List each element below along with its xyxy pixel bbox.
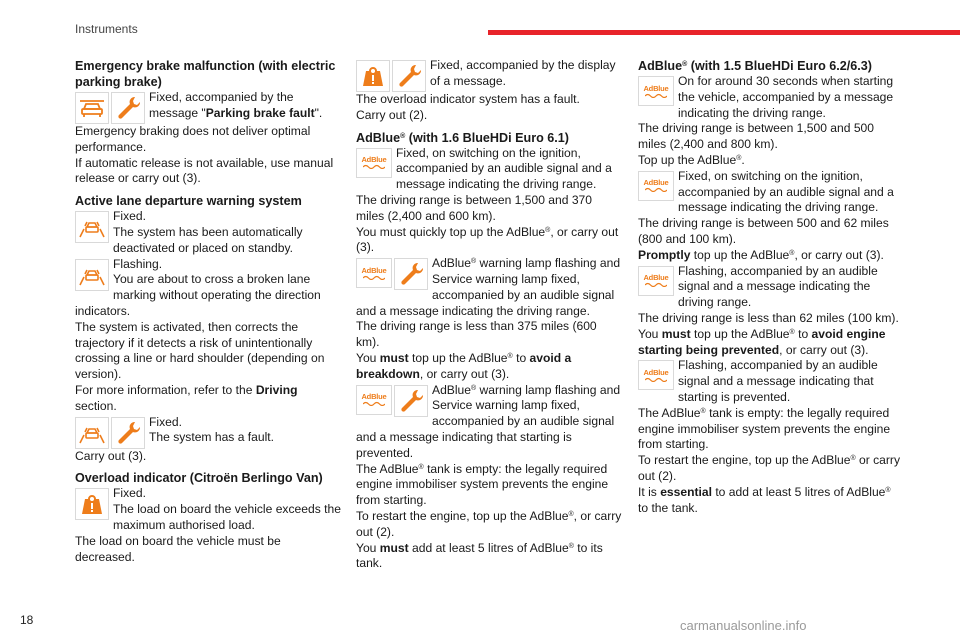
entry-text: Promptly top up the AdBlue®, or carry out (3). xyxy=(638,247,884,262)
entry-text: Fixed, accompanied by the message "Parking brake fault". xyxy=(149,90,323,120)
column-2 xyxy=(356,58,622,576)
entry-text: You must quickly top up the AdBlue®, or carry out (3). xyxy=(356,224,619,255)
overload-weight-icon xyxy=(75,488,109,520)
wrench-service-icon xyxy=(394,385,428,417)
entry-text: Flashing, accompanied by an audible signal and a message indicating that starting is prevented. xyxy=(678,358,878,404)
warning-entry xyxy=(356,256,622,319)
adblue-icon: AdBlue xyxy=(638,171,674,201)
warning-entry xyxy=(638,358,904,405)
wrench-service-icon xyxy=(111,92,145,124)
wrench-service-icon xyxy=(394,258,428,290)
entry-text: To restart the engine, top up the AdBlue® or carry out (2). xyxy=(638,453,900,483)
warning-entry xyxy=(75,209,341,256)
column-3 xyxy=(638,58,904,520)
warning-entry xyxy=(638,264,904,311)
entry-text: The driving range is between 1,500 and 500 miles (2,400 and 800 km). xyxy=(638,121,874,152)
adblue-icon: AdBlue xyxy=(356,385,392,415)
entry-text: If automatic release is not available, use manual release or carry out (3). xyxy=(75,155,334,186)
entry-text: The AdBlue® tank is empty: the legally required engine immobiliser system prevents the engine from starting. xyxy=(356,461,609,508)
entry-text: Fixed. xyxy=(149,414,182,429)
entry-text: The system has been automatically deactivated or placed on standby. xyxy=(113,224,303,255)
adblue-icon: AdBlue xyxy=(356,148,392,178)
section-adblue-16 xyxy=(356,130,622,573)
warning-entry xyxy=(75,257,341,320)
section-emergency-brake xyxy=(75,58,341,187)
wrench-service-icon xyxy=(111,417,145,449)
adblue-icon: AdBlue xyxy=(638,76,674,106)
entry-text: Top up the AdBlue®. xyxy=(638,152,745,167)
entry-text: The system is activated, then corrects the trajectory if it detects a risk of unintentionally crossing a line or hard shoulder (depending on version). xyxy=(75,319,325,382)
section-title: AdBlue® (with 1.5 BlueHDi Euro 6.2/6.3) xyxy=(638,59,872,73)
header-accent-bar xyxy=(488,30,960,35)
entry-text: Flashing. xyxy=(113,256,163,271)
entry-text: The load on board the vehicle must be decreased. xyxy=(75,533,281,564)
car-brake-warning-icon xyxy=(75,92,109,124)
entry-text: You must add at least 5 litres of AdBlue® to its tank. xyxy=(356,540,603,571)
warning-entry xyxy=(75,90,341,124)
section-lane-departure xyxy=(75,193,341,464)
entry-text: The overload indicator system has a fault. xyxy=(356,92,580,106)
entry-text: AdBlue® warning lamp flashing and Service warning lamp fixed, accompanied by an audible signal and a message indicating the driving range. xyxy=(356,256,621,318)
entry-text: You must top up the AdBlue® to avoid engine starting being prevented, or carry out (3). xyxy=(638,326,886,357)
wrench-service-icon xyxy=(392,60,426,92)
entry-text: You are about to cross a broken lane marking without operating the direction indicators. xyxy=(75,272,321,318)
section-title: AdBlue® (with 1.6 BlueHDi Euro 6.1) xyxy=(356,130,569,145)
section-title: Overload indicator (Citroën Berlingo Van) xyxy=(75,471,323,486)
entry-text: The driving range is less than 375 miles (600 km). xyxy=(356,319,597,350)
watermark: carmanualsonline.info xyxy=(680,618,807,633)
entry-text: Emergency braking does not deliver optimal performance. xyxy=(75,124,311,154)
entry-text: On for around 30 seconds when starting the vehicle, accompanied by a message indicating the driving range. xyxy=(678,74,894,120)
entry-text: The system has a fault. xyxy=(149,430,275,445)
page-number: 18 xyxy=(20,613,34,627)
section-overload-fault xyxy=(356,58,622,124)
entry-text: Fixed, on switching on the ignition, accompanied by an audible signal and a message indicating the driving range. xyxy=(396,145,612,192)
entry-text: The driving range is between 500 and 62 miles (800 and 100 km). xyxy=(638,216,889,246)
section-overload xyxy=(75,470,341,565)
warning-entry xyxy=(75,415,341,449)
section-title: Active lane departure warning system xyxy=(75,194,302,209)
column-1 xyxy=(75,58,341,569)
entry-text: Carry out (3). xyxy=(75,448,147,463)
warning-entry xyxy=(75,486,341,533)
lane-departure-fault-icon xyxy=(75,417,109,449)
lane-departure-flashing-icon xyxy=(75,259,109,291)
warning-entry xyxy=(638,169,904,216)
entry-text: You must top up the AdBlue® to avoid a breakdown, or carry out (3). xyxy=(356,350,572,381)
adblue-icon: AdBlue xyxy=(638,360,674,390)
entry-text: Fixed. xyxy=(113,486,146,501)
adblue-icon: AdBlue xyxy=(638,266,674,296)
warning-entry xyxy=(638,74,904,121)
entry-text: The driving range is less than 62 miles (100 km). xyxy=(638,310,899,325)
section-title: Emergency brake malfunction (with electric parking brake) xyxy=(75,59,336,89)
lane-departure-icon xyxy=(75,211,109,243)
entry-text: AdBlue® warning lamp flashing and Service warning lamp fixed, accompanied by an audible signal and a message indicating that starting is prevented. xyxy=(356,382,621,460)
section-adblue-15 xyxy=(638,58,904,516)
overload-weight-icon xyxy=(356,60,390,92)
entry-text: Fixed, on switching on the ignition, accompanied by an audible signal and a message indicating the driving range. xyxy=(678,168,894,215)
entry-text: The AdBlue® tank is empty: the legally required engine immobiliser system prevents the engine from starting. xyxy=(638,405,891,452)
entry-text: Fixed, accompanied by the display of a message. xyxy=(430,58,616,88)
entry-text: Fixed. xyxy=(113,209,146,224)
entry-text: For more information, refer to the Driving section. xyxy=(75,382,298,413)
entry-text: Flashing, accompanied by an audible signal and a message indicating the driving range. xyxy=(678,263,878,310)
entry-text: The load on board the vehicle exceeds the maximum authorised load. xyxy=(113,502,341,532)
warning-entry xyxy=(356,58,622,92)
entry-text: The driving range is between 1,500 and 370 miles (2,400 and 600 km). xyxy=(356,192,592,223)
warning-entry xyxy=(356,146,622,193)
warning-entry xyxy=(356,383,622,462)
entry-text: Carry out (2). xyxy=(356,107,428,122)
page-header-title: Instruments xyxy=(75,22,138,36)
entry-text: It is essential to add at least 5 litres of AdBlue® to the tank. xyxy=(638,484,891,515)
entry-text: To restart the engine, top up the AdBlue®, or carry out (2). xyxy=(356,508,622,539)
adblue-icon: AdBlue xyxy=(356,258,392,288)
